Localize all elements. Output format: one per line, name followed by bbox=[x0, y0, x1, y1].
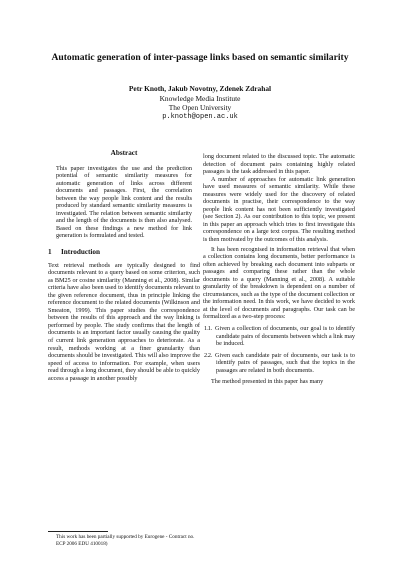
right-column bbox=[203, 153, 355, 386]
footnote-text: This work has been partially supported by Eurogene - Contract no. ECP 2006 EDU 410018) bbox=[56, 534, 195, 547]
footnote bbox=[48, 531, 198, 547]
author-block bbox=[60, 84, 340, 122]
section-title: Introduction bbox=[61, 248, 101, 257]
abstract-text: This paper investigates the use and the prediction potential of semantic similarity measures for automatic generation of links across different documents and passages. First, the correlation between the way people link content and the results produced by standard semantic similarity measures is investigated. The relation between semantic similarity and the length of the documents is then also analysed. Based on these findings a new method for link generation is formulated and tested. bbox=[56, 164, 192, 240]
section-heading bbox=[48, 249, 200, 257]
intro-paragraph-4: The method presented in this paper has many bbox=[211, 378, 324, 386]
author-email: p.knoth@open.ac.uk bbox=[162, 112, 238, 121]
abstract-heading: Abstract bbox=[110, 149, 138, 157]
list-item: 2. 2. Given each candidate pair of documents, our task is to identify pairs of passages, such that the topics in the passages are related in both documents. bbox=[214, 352, 355, 375]
affiliation-line-1: Knowledge Media Institute bbox=[159, 93, 241, 103]
paper-title: Automatic generation of inter-passage links based on semantic similarity bbox=[51, 52, 349, 63]
left-column bbox=[48, 150, 200, 382]
list-item: 1. 1. Given a collection of documents, our goal is to identify candidate pairs of documents between which a link may be induced. bbox=[214, 325, 355, 348]
affiliation-line-2: The Open University bbox=[168, 103, 232, 113]
task-list bbox=[203, 325, 355, 374]
section-number: 1 bbox=[48, 248, 52, 257]
intro-paragraph-1-continued: long document related to the discussed topic. The automatic detection of document pairs containing highly related passages is the task addressed in this paper. bbox=[203, 153, 355, 176]
intro-paragraph-1: Text retrieval methods are typically designed to find documents relevant to a query based on some criterion, such as BM25 or cosine similarity (Manning et al., 2008). Similar criteria have also been used to identify documents relevant to the given reference document, thus in principle linking the reference document to the related documents (Wilkinson and Smeaton, 1999). This paper studies the correspondence between the results of this approach and the way linking is performed by people. The study confirms that the length of documents is an important factor usually causing the quality of current link generation approaches to deteriorate. As a result, methods working at a finer granularity than documents should be investigated. This will also improve the speed of access to information. For example, when users read through a long document, they should be able to quickly access a passage in another possibly bbox=[48, 261, 200, 382]
footnote-rule bbox=[48, 531, 108, 532]
intro-paragraph-2: A number of approaches for automatic link generation have used measures of semantic similarity. While these measures were widely used for the discovery of related documents in practise, their correspondence to the way people link content has not been sufficiently investigated (see Section 2). As our contribution to this topic, we present in this paper an approach which tries to first investigate this correspondence on a large text corpus. The resulting method is then motivated by the outcomes of this analysis. bbox=[203, 175, 355, 244]
intro-paragraph-3: It has been recognised in information retrieval that when a collection contains long documents, better performance is often achieved by breaking each document into subparts or passages and comparing these rather than the whole documents to a query (Manning et al., 2008). A suitable granularity of the breakdown is dependent on a number of circumstances, such as the type of the document collection or the information need. In this work, we have decided to work at the level of documents and paragraphs. Our task can be formalized as a two-step process: bbox=[203, 245, 355, 321]
author-names: Petr Knoth, Jakub Novotny, Zdenek Zdrahal bbox=[128, 84, 272, 93]
